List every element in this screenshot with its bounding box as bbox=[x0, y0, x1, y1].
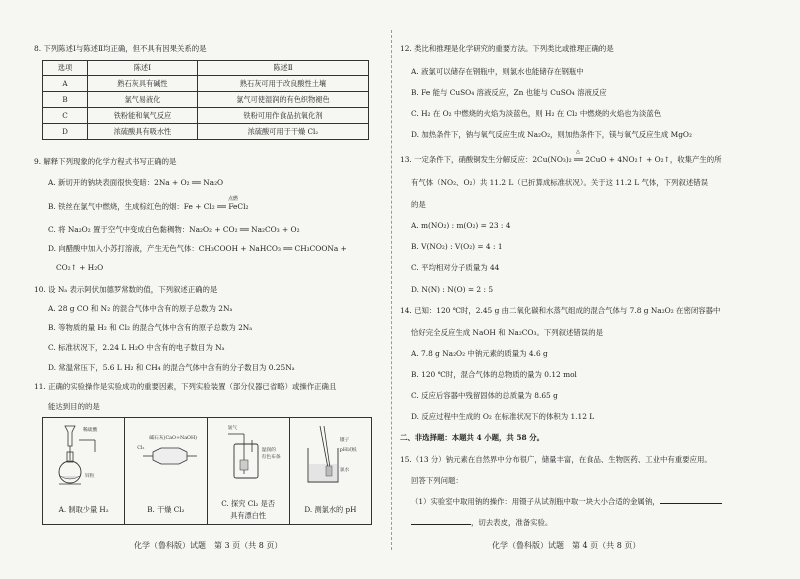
apparatus-cell-a bbox=[43, 418, 124, 524]
q14-option-d: D. 反应过程中生成的 O₂ 在标准状况下的体积为 1.12 L bbox=[411, 412, 595, 421]
q11-apparatus-grid bbox=[42, 417, 372, 525]
q14-option-c: C. 反应后容器中残留固体的总质量为 8.65 g bbox=[411, 391, 558, 400]
q9-option-d-line1: D. 向醋酸中加入小苏打溶液，产生无色气体：CH₃COOH + NaHCO₃ ══ CH₃COONa + bbox=[48, 244, 347, 253]
answer-blank[interactable] bbox=[411, 524, 471, 525]
table-row bbox=[43, 76, 369, 92]
table-cell: 熟石灰具有碱性 bbox=[88, 76, 198, 92]
q13-option-d: D. N(N) : N(O) = 2 : 5 bbox=[411, 285, 494, 294]
q15-part1-tail: ，切去表皮，准备实验。 bbox=[471, 518, 553, 527]
q15-part1-text: （1）实验室中取用钠的操作：用镊子从试剂瓶中取一块大小合适的金属钠， bbox=[411, 497, 660, 506]
q12-option-d: D. 加热条件下，钠与氧气反应生成 Na₂O₂，则加热条件下，镁与氧气反应生成 MgO₂ bbox=[411, 130, 692, 139]
table-row bbox=[43, 92, 369, 108]
page-footer-left: 化学（鲁科版）试题 第 3 页（共 8 页） bbox=[134, 541, 283, 550]
beaker-ph-apparatus bbox=[290, 418, 372, 490]
apparatus-cell-c bbox=[207, 418, 289, 524]
table-cell: 浓硫酸可用于干燥 Cl₂ bbox=[197, 124, 368, 140]
q11-option-d: D. 测氯水的 pH bbox=[304, 505, 357, 514]
label-soda-lime: 碱石灰(CaO+NaOH) bbox=[149, 436, 198, 441]
q8-table bbox=[42, 60, 369, 140]
table-header: 陈述Ⅰ bbox=[88, 61, 198, 76]
label-dilute-acid: 稀硫酸 bbox=[83, 428, 98, 433]
q9-stem: 9. 解释下列现象的化学方程式书写正确的是 bbox=[34, 157, 177, 166]
q10-option-a: A. 28 g CO 和 N₂ 的混合气体中含有的原子总数为 2Nₐ bbox=[48, 304, 233, 313]
q11-option-a: A. 制取少量 H₂ bbox=[58, 505, 109, 514]
table-cell: 氯气可使湿润的有色织物褪色 bbox=[197, 92, 368, 108]
q9-option-c: C. 将 Na₂O₂ 置于空气中变成白色黏稠物：Na₂O₂ + CO₂ ══ Na₂CO₃ + O₂ bbox=[48, 225, 300, 234]
q11-stem-line1: 11. 正确的实验操作是实验成功的重要因素，下列实验装置（部分仪器已省略）或操作正确且 bbox=[34, 382, 337, 391]
label-colored-cloth: 有色布条 bbox=[261, 455, 281, 460]
q12-stem: 12. 类比和推理是化学研究的重要方法。下列类比或推理正确的是 bbox=[400, 44, 614, 53]
q11-option-c-line2: 具有漂白性 bbox=[230, 511, 267, 520]
q14-option-a: A. 7.8 g Na₂O₂ 中钠元素的质量为 4.6 g bbox=[411, 349, 548, 358]
table-cell: 铁粉能和氧气反应 bbox=[88, 108, 198, 124]
apparatus-cell-d bbox=[289, 418, 371, 524]
q15-part1-line1 bbox=[411, 497, 722, 507]
q11-option-c-line1: C. 探究 Cl₂ 是否 bbox=[221, 499, 276, 508]
table-cell: 铁粉可用作食品抗氧化剂 bbox=[197, 108, 368, 124]
q9-option-b: B. 铁丝在氯气中燃烧，生成棕红色的烟：Fe + Cl₂ ══ FeCl₂ bbox=[48, 202, 249, 211]
q14-option-b: B. 120 ℃时，混合气体的总物质的量为 0.12 mol bbox=[411, 370, 577, 379]
label-chlorine: Cl₂ bbox=[137, 446, 145, 451]
table-cell: C bbox=[43, 108, 88, 124]
q10-option-b: B. 等物质的量 H₂ 和 Cl₂ 的混合气体中含有的原子总数为 2Nₐ bbox=[48, 323, 253, 332]
answer-blank[interactable] bbox=[660, 503, 722, 504]
label-wet: 湿润的 bbox=[261, 448, 276, 453]
q14-stem-line2: 恰好完全反应生成 NaOH 和 Na₂CO₃。下列叙述错误的是 bbox=[411, 328, 603, 337]
q12-option-c: C. H₂ 在 O₂ 中燃烧的火焰为淡蓝色，则 H₂ 在 Cl₂ 中燃烧的火焰也为淡蓝色 bbox=[411, 109, 662, 118]
q11-option-b: B. 干燥 Cl₂ bbox=[147, 505, 185, 514]
drying-tube-apparatus bbox=[125, 418, 207, 490]
q10-option-d: D. 常温常压下，5.6 L H₂ 和 CH₄ 的混合气体中含有的分子数目为 0.25Nₐ bbox=[48, 363, 295, 372]
q9-option-a: A. 新切开的钠块表面很快变暗：2Na + O₂ ══ Na₂O bbox=[48, 178, 224, 187]
q15-part1-line2 bbox=[411, 518, 552, 528]
gas-bottle-apparatus bbox=[208, 418, 290, 490]
table-header: 陈述Ⅱ bbox=[197, 61, 368, 76]
table-cell: 浓硫酸具有吸水性 bbox=[88, 124, 198, 140]
q11-stem-line2: 能达到目的的是 bbox=[48, 402, 100, 411]
q12-option-b: B. Fe 能与 CuSO₄ 溶液反应，Zn 也能与 CuSO₄ 溶液反应 bbox=[411, 88, 607, 97]
table-row bbox=[43, 124, 369, 140]
q9-option-d-line2: CO₂↑ + H₂O bbox=[56, 263, 104, 272]
table-cell: 熟石灰可用于改良酸性土壤 bbox=[197, 76, 368, 92]
table-row bbox=[43, 108, 369, 124]
q14-stem-line1: 14. 已知：120 ℃时，2.45 g 由二氧化碳和水蒸气组成的混合气体与 7.8 g Na₂O₂ 在密闭容器中 bbox=[400, 306, 721, 315]
label-ph-paper: pH试纸 bbox=[339, 448, 357, 453]
q13-stem-line3: 的是 bbox=[411, 200, 426, 209]
label-chlorine-water: 氯水 bbox=[339, 468, 350, 473]
left-column bbox=[0, 0, 385, 579]
q13-stem-line2: 有气体（NO₂、O₂）共 11.2 L（已折算成标准状况）。关于这 11.2 L 气体，下列叙述错误 bbox=[411, 178, 709, 187]
q9-b-condition: 点燃 bbox=[228, 196, 239, 202]
label-chlorine-gas: 氯气 bbox=[227, 426, 238, 431]
table-cell: A bbox=[43, 76, 88, 92]
section-heading: 二、非选择题：本题共 4 小题，共 58 分。 bbox=[400, 433, 544, 442]
q13-option-c: C. 平均相对分子质量为 44 bbox=[411, 263, 500, 272]
q10-option-c: C. 标准状况下，2.24 L H₂O 中含有的电子数目为 Nₐ bbox=[48, 343, 225, 352]
q15-stem: 15.（13 分）钠元素在自然界中分布很广，储量丰富，在食品、生物医药、工业中有重要应用。 bbox=[400, 455, 712, 464]
q10-stem: 10. 设 Nₐ 表示阿伏加德罗常数的值，下列叙述正确的是 bbox=[34, 285, 218, 294]
q8-stem: 8. 下列陈述Ⅰ与陈述Ⅱ均正确，但不具有因果关系的是 bbox=[34, 44, 207, 53]
apparatus-cell-b bbox=[124, 418, 206, 524]
page-footer-right: 化学（鲁科版）试题 第 4 页（共 8 页） bbox=[492, 541, 641, 550]
table-cell: D bbox=[43, 124, 88, 140]
q13-option-b: B. V(NO₂) : V(O₂) = 4 : 1 bbox=[411, 242, 503, 251]
table-header-row bbox=[43, 61, 369, 76]
q13-option-a: A. m(NO₂) : m(O₂) = 23 : 4 bbox=[411, 221, 511, 230]
table-cell: B bbox=[43, 92, 88, 108]
label-tweezers: 镊子 bbox=[339, 438, 350, 443]
table-cell: 氯气易液化 bbox=[88, 92, 198, 108]
label-zinc: 锌粒 bbox=[85, 474, 95, 479]
right-column bbox=[400, 0, 800, 579]
column-divider bbox=[391, 30, 392, 550]
q15-instruction: 回答下列问题： bbox=[411, 476, 463, 485]
q12-option-a: A. 液氯可以储存在钢瓶中，则氯水也能储存在钢瓶中 bbox=[411, 67, 584, 76]
q13-condition: △ bbox=[576, 149, 580, 155]
q13-stem-line1: 13. 一定条件下，硝酸铜发生分解反应：2Cu(NO₃)₂ ══ 2CuO + 4NO₂↑ + O₂↑，收集产生的所 bbox=[400, 155, 722, 164]
table-header: 选项 bbox=[43, 61, 88, 76]
